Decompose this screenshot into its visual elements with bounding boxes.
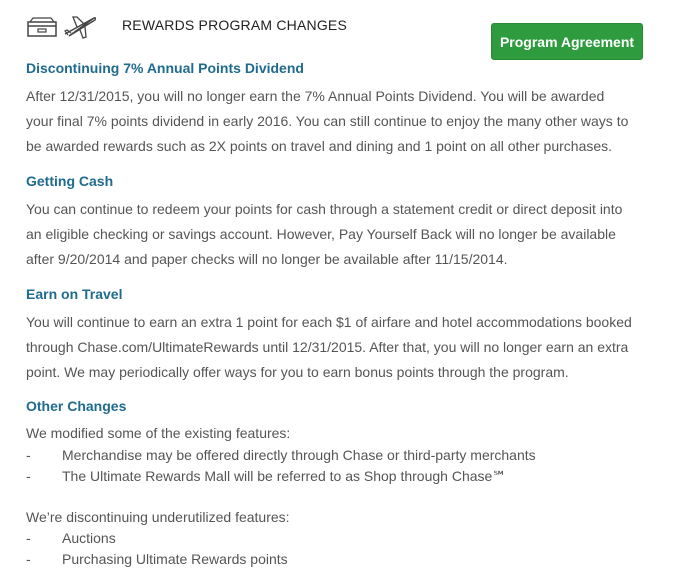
text-line: an eligible checking or savings account. However, Pay Yourself Back will no longer be available xyxy=(26,226,616,242)
bullet-dash: - xyxy=(26,447,31,463)
text-line: point. We may periodically offer ways for you to earn bonus points through the program. xyxy=(26,364,569,380)
page-title: REWARDS PROGRAM CHANGES xyxy=(122,17,347,33)
list-item xyxy=(26,447,536,463)
list-item-text: Auctions xyxy=(62,530,116,546)
bullet-dash: - xyxy=(26,530,31,546)
text-line: after 9/20/2014 and paper checks will no longer be available after 11/15/2014. xyxy=(26,251,508,267)
section-body-getting-cash xyxy=(26,197,666,272)
section-heading-other-changes: Other Changes xyxy=(26,398,127,414)
list-item xyxy=(26,530,116,546)
text-line: your final 7% points dividend in early 2016. You can still continue to enjoy the many other ways to xyxy=(26,113,629,129)
text-line: After 12/31/2015, you will no longer earn the 7% Annual Points Dividend. You will be awarded xyxy=(26,88,605,104)
text-line: You will continue to earn an extra 1 point for each $1 of airfare and hotel accommodations booked xyxy=(26,314,632,330)
section-heading-dividend: Discontinuing 7% Annual Points Dividend xyxy=(26,60,304,76)
section-body-earn-on-travel xyxy=(26,310,666,385)
discontinued-intro: We’re discontinuing underutilized features: xyxy=(26,509,290,525)
list-item-text: Merchandise may be offered directly through Chase or third-party merchants xyxy=(62,447,536,463)
card-box-icon xyxy=(27,17,57,42)
section-heading-earn-on-travel: Earn on Travel xyxy=(26,286,123,302)
bullet-dash: - xyxy=(26,551,31,567)
text-line: through Chase.com/UltimateRewards until 12/31/2015. After that, you will no longer earn an extra xyxy=(26,339,629,355)
program-agreement-button[interactable]: Program Agreement xyxy=(491,23,643,60)
section-heading-getting-cash: Getting Cash xyxy=(26,173,114,189)
text-line: You can continue to redeem your points for cash through a statement credit or direct deposit into xyxy=(26,201,623,217)
airplane-icon xyxy=(63,14,97,45)
list-item-text: Purchasing Ultimate Rewards points xyxy=(62,551,288,567)
list-item xyxy=(26,468,507,485)
modified-intro: We modified some of the existing features: xyxy=(26,425,291,441)
header-icons xyxy=(27,14,97,45)
bullet-dash: - xyxy=(26,468,31,484)
list-item-text: The Ultimate Rewards Mall will be referred to as Shop through Chase℠ xyxy=(62,468,507,484)
list-item xyxy=(26,551,288,567)
text-line: be awarded rewards such as 2X points on travel and dining and 1 point on all other purchases. xyxy=(26,138,613,154)
section-body-dividend xyxy=(26,84,666,159)
